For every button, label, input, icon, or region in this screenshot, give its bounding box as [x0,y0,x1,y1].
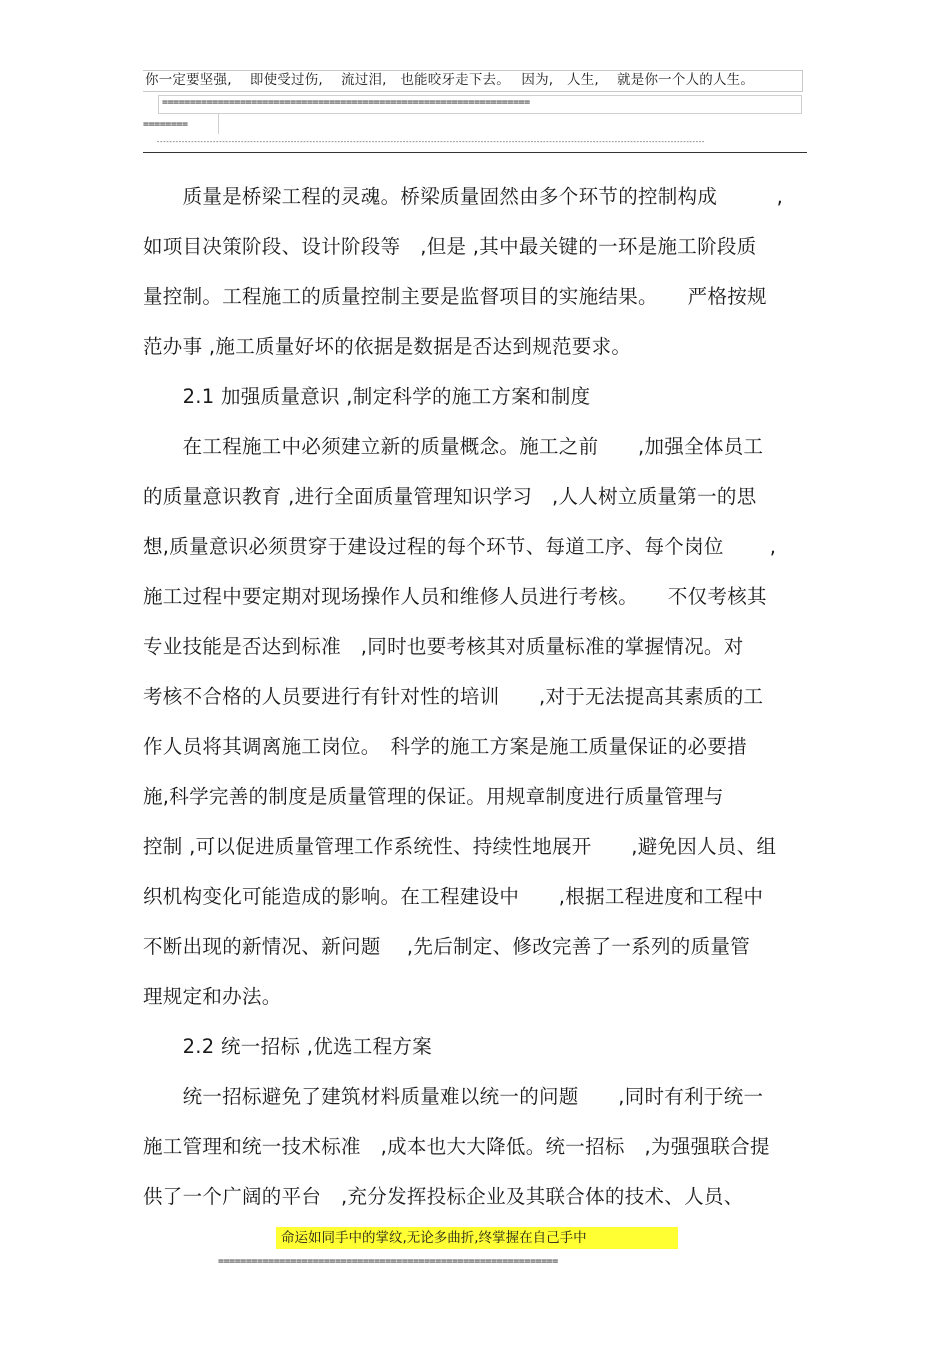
text-line: 施工过程中要定期对现场操作人员和维修人员进行考核。 不仅考核其 [143,585,767,608]
text-line: 不断出现的新情况、新问题 ,先后制定、修改完善了一系列的质量管 [143,935,750,958]
section-heading: 2.2 统一招标 ,优选工程方案 [143,1035,433,1058]
text-line: 如项目决策阶段、设计阶段等 ,但是 ,其中最关键的一环是施工阶段质 [143,235,757,258]
footer-equals-line: ============================================================= [218,1256,558,1267]
text-line: 量控制。工程施工的质量控制主要是监督项目的实施结果。 严格按规 [143,285,767,308]
text-line: 理规定和办法。 [143,985,282,1008]
text-line: 施,科学完善的制度是质量管理的保证。用规章制度进行质量管理与 [143,785,724,808]
text-line: 考核不合格的人员要进行有针对性的培训 ,对于无法提高其素质的工 [143,685,764,708]
header-dash-line: -------------------------------------------------------------------------------------------------------------------------------------------------------------------------------- [156,138,705,146]
body-text [143,180,807,1230]
text-line: 在工程施工中必须建立新的质量概念。施工之前 ,加强全体员工 [143,435,764,458]
text-line: 范办事 ,施工质量好坏的依据是数据是否达到规范要求。 [143,335,632,358]
header-motto: 你一定要坚强, 即使受过伤, 流过泪, 也能咬牙走下去。 因为, 人生, 就是你一个人的人生。 [145,72,755,88]
text-line: 统一招标避免了建筑材料质量难以统一的问题 ,同时有利于统一 [143,1085,764,1108]
header-equals-line-short: ======== [143,119,188,130]
text-line: 织机构变化可能造成的影响。在工程建设中 ,根据工程进度和工程中 [143,885,764,908]
section-heading: 2.1 加强质量意识 ,制定科学的施工方案和制度 [143,385,591,408]
text-line: 质量是桥梁工程的灵魂。桥梁质量固然由多个环节的控制构成 , [143,185,784,208]
text-line: 想,质量意识必须贯穿于建设过程的每个环节、每道工序、每个岗位 , [143,535,777,558]
text-line: 施工管理和统一技术标准 ,成本也大大降低。统一招标 ,为强强联合提 [143,1135,770,1158]
footer-motto: 命运如同手中的掌纹,无论多曲折,终掌握在自己手中 [281,1230,587,1246]
text-line: 控制 ,可以促进质量管理工作系统性、持续性地展开 ,避免因人员、组 [143,835,777,858]
text-line: 作人员将其调离施工岗位。 科学的施工方案是施工质量保证的必要措 [143,735,748,758]
text-line: 专业技能是否达到标准 ,同时也要考核其对质量标准的掌握情况。对 [143,635,744,658]
header-rule [143,152,807,153]
separator-tick [218,114,219,134]
text-line: 的质量意识教育 ,进行全面质量管理知识学习 ,人人树立质量第一的思 [143,485,757,508]
text-line: 供了一个广阔的平台 ,充分发挥投标企业及其联合体的技术、人员、 [143,1185,744,1208]
header-equals-line: ================================================================== [162,97,530,108]
